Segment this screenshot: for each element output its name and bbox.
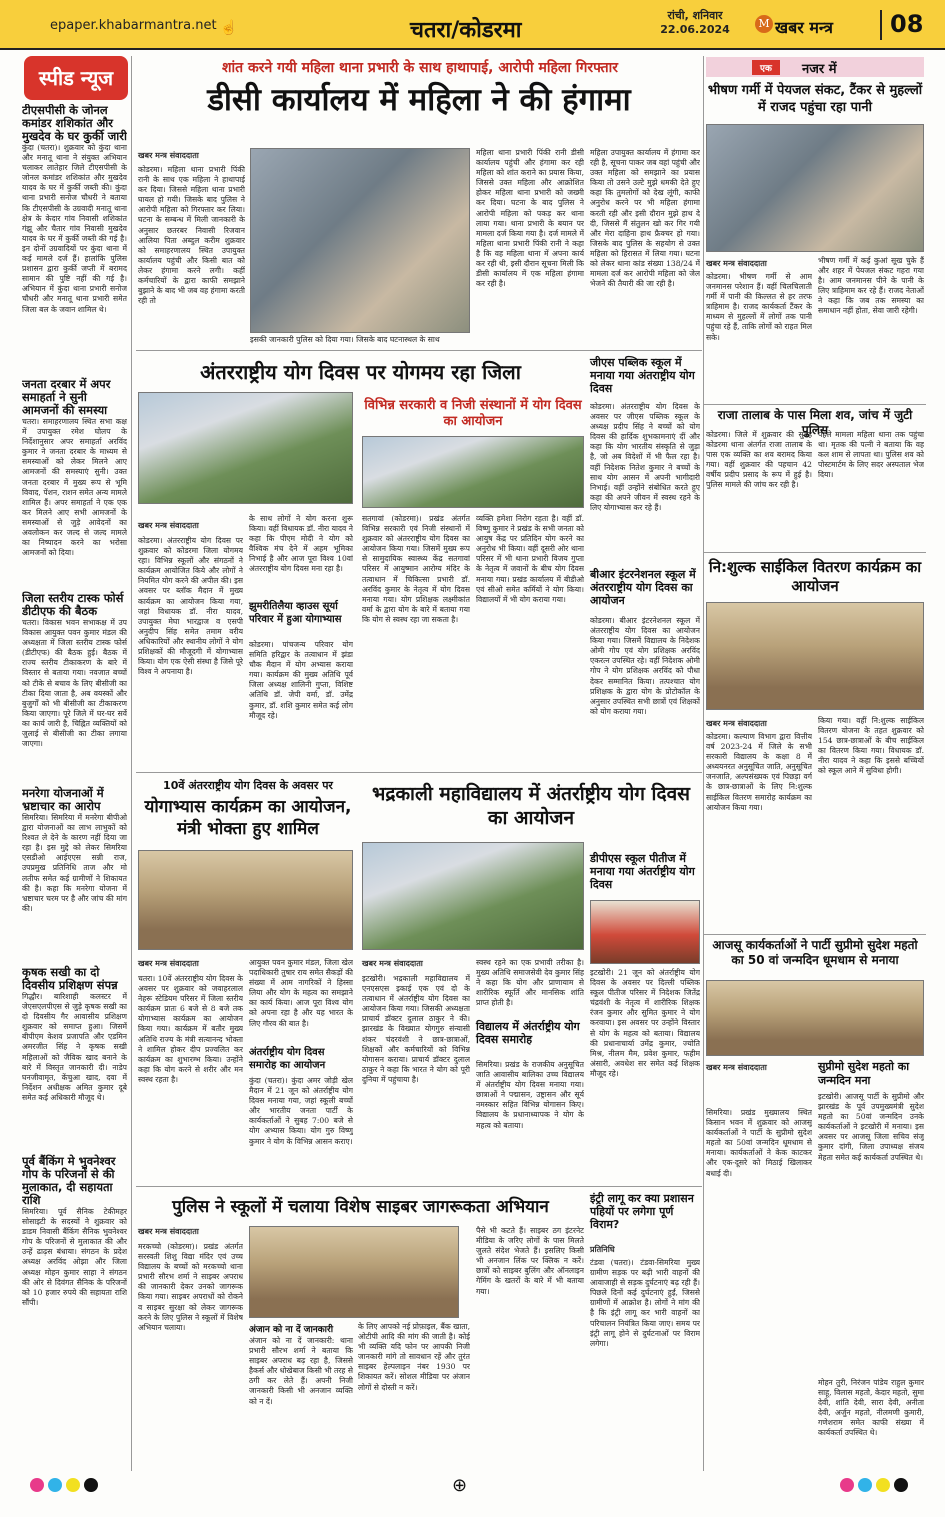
bhadrakali-byline: खबर मन्त्र संवाददाता: [362, 959, 423, 968]
ajsu-byline: खबर मन्त्र संवाददाता: [706, 1063, 767, 1072]
section-divider: [136, 772, 702, 773]
sudesh-body-2: मोहन तुरी, निरंजन पांडेय राहुल कुमार साहू, विलास महतो, केदार महतो, सुमा देवी, शांति देवी, सारा देवी, अनीता देवी, अर्जुन महतो, नीलमणी कुमारी, गणेशराम समेत काफी संख्या में कार्यकर्ता उपस्थित थे।: [818, 1378, 924, 1438]
cursor-icon: ☝: [220, 20, 238, 36]
minister-headline: योगाभ्यास कार्यक्रम का आयोजन, मंत्री भोक्ता हुए शामिल: [144, 797, 352, 839]
bhadrakali-body-3: सिमरिया। प्रखंड के राजकीय अनुसूचित जाति आवासीय बालिका उच्च विद्यालय में अंतर्राष्ट्रीय योग दिवस मनाया गया। छात्राओं ने पद्मासन, उष्ट्रासन और सूर्य नमस्कार सहित विभिन्न योगासन किए। विद्यालय के प्रधानाध्यापक ने योग के महत्व को बताया।: [476, 1060, 584, 1130]
bhadrakali-photo: [362, 842, 584, 950]
yoga-headline: अंतरराष्ट्रीय योग दिवस पर योगमय रहा जिला: [200, 360, 521, 384]
cycle-body-2: किया गया। वहीं नि:शुल्क साईकिल वितरण योजना के तहत शुक्रवार को 154 छात्र-छात्राओं के बीच साईकिल का वितरण किया गया। विधायक डॉ. नीरा यादव ने कहा कि इससे बच्चियों को स्कूल आने में सुविधा होगी।: [818, 716, 924, 776]
cyber-body-2: अंजान को ना दें जानकारी: थाना प्रभारी सौरभ शर्मा ने बताया कि साइबर अपराध बढ़ रहा है, जिससे हैकर्स और धोखेबाज किसी भी तरह से ठगी कर लेते हैं। अपनी निजी जानकारी किसी भी अनजान व्यक्ति को न दें।: [249, 1336, 353, 1406]
yoga-body-2: के साथ लोगों ने योग करना शुरू किया। वहीं विधायक डॉ. नीरा यादव ने कहा कि पीएम मोदी ने योग को वैश्विक मंच देने में अहम भूमिका निभाई है और आज पूरा विश्व 10वां अंतरराष्ट्रीय योग दिवस मना रहा है।: [249, 514, 353, 574]
cyber-byline: खबर मन्त्र संवाददाता: [138, 1227, 199, 1236]
dps-photo: [590, 900, 700, 964]
registration-dot: [876, 1478, 890, 1492]
left-headline-3: जिला स्तरीय टास्क फोर्स डीटीएफ की बैठक: [22, 591, 124, 618]
gs-school-headline: जीएस पब्लिक स्कूल में मनाया गया अंतराष्ट्रीय योग दिवस: [590, 356, 695, 395]
water-byline: खबर मन्त्र संवाददाता: [706, 259, 767, 268]
yoga-body-1: कोडरमा। अंतरराष्ट्रीय योग दिवस पर शुक्रवार को कोडरमा जिला योगमय रहा। विभिन्न स्कूलों और संगठनों ने कार्यक्रम आयोजित किये और लोगों ने नियमित योग करने की अपील की। इस अवसर पर ब्लॉक मैदान में मुख्य कार्यक्रम का आयोजन किया गया, जहां विधायक डॉ. नीरा यादव, उपायुक्त मेघा भारद्वाज व एसपी अनुदीप सिंह समेत तमाम वरीय अधिकारियों और स्थानीय लोगों ने योग प्रशिक्षकों की मौजूदगी में योगाभ्यास किया। योग एक ऐसी संस्था है जिसे पूरे विश्व ने अपनाया है।: [138, 536, 243, 677]
water-crisis-headline: भीषण गर्मी में पेयजल संकट, टैंकर से मुहल्लों में राजद पहुंचा रहा पानी: [707, 83, 923, 115]
cyber-photo: [249, 1226, 459, 1318]
brand-logo-icon: M: [755, 15, 773, 33]
brand-name: खबर मन्त्र: [775, 18, 833, 37]
column-divider: [703, 56, 704, 1471]
entry-byline: प्रतिनिधि: [590, 1245, 615, 1254]
ajsu-birthday-headline: आजसू कार्यकर्ताओं ने पार्टी सुप्रीमो सुदेश महतो का 50 वां जन्मदिन धूमधाम से मनाया: [712, 938, 918, 967]
section-divider: [704, 552, 926, 553]
bhadrakali-body-1: इटखोरी। भद्रकाली महाविद्यालय में एनएसएस इकाई एक एवं दो के तत्वाधान में अंतर्राष्ट्रीय योग दिवस का आयोजन किया गया। जिसकी अध्यक्षता प्राचार्य डॉक्टर दुलाल ठाकुर ने की। झारखंड के विख्यात योगगुरु संन्यासी शंकर चंदरवंशी ने छात्र-छात्राओं, शिक्षकों और कर्मचारियों को विभिन्न योगासन कराया। प्राचार्य डॉक्टर दुलाल ठाकुर ने कहा कि भारत ने योग को पूरी दुनिया में पहुंचाया है।: [362, 974, 470, 1084]
left-headline-2: जनता दरबार में अपर समाहर्ता ने सुनी आमजनों की समस्या: [22, 377, 111, 417]
bhadrakali-headline: भद्रकाली महाविद्यालय में अंतर्राष्ट्रीय योग दिवस का आयोजन: [372, 783, 690, 829]
section-divider: [704, 934, 926, 935]
ajsu-body: सिमरिया। प्रखंड मुख्यालय स्थित किसान भवन में शुक्रवार को आजसू कार्यकर्ताओं ने पार्टी के सुप्रीमो सुदेश महतो का 50वां जन्मदिन धूमधाम से मनाया। कार्यकर्ताओं ने केक काटकर और एक-दूसरे को मिठाई खिलाकर बधाई दी।: [706, 1108, 812, 1178]
school-yoga-headline: विद्यालय में अंतर्राष्ट्रीय योग दिवस समारोह: [476, 1020, 580, 1046]
left-story-3: चतरा। विकास भवन सभाकक्ष में उप विकास आयुक्त पवन कुमार मंडल की अध्यक्षता में जिला स्तरीय टास्क फोर्स (डीटीएफ) की बैठक हुई। बैठक में राज्य स्तरीय टीकाकरण के बारे में विस्तार से बताया गया। नवजात बच्चों को टीके से बचाव के लिए बीसीजी का टीका दिया जाता है, अब वयस्कों और बुजुर्गों को भी बीसीजी का टीकाकरण किया जाएगा। पूरे जिले में घर-घर सर्वे का कार्य जारी है, चिह्नित व्यक्तियों को जुलाई से बीसीजी का टीका लगाया जाएगा।: [22, 618, 127, 749]
main-body-2: महिला थाना प्रभारी पिंकी रानी डीसी कार्यालय पहुंची और हंगामा कर रही महिला को शांत कराने का प्रयास किया, जिससे उक्त महिला और आक्रोशित होकर महिला थाना प्रभारी को जख्मी कर दिया। घटना के बाद पुलिस ने आरोपी महिला को पकड़ कर थाना लाया गया। थाना प्रभारी के बयान पर मामला दर्ज किया गया है। दर्ज मामले में महिला थाना प्रभारी पिंकी रानी ने कहा है कि वह महिला थाना में अपना कार्य कर रही थी, इसी दौरान सूचना मिली कि डीसी कार्यालय में एक महिला हंगामा कर रही है।: [476, 148, 584, 289]
sudesh-body: इटखोरी। आजसू पार्टी के सुप्रीमो और झारखंड के पूर्व उपमुख्यमंत्री सुदेश महतो का 50वां जन्मदिन उनके कार्यकर्ताओं ने इटखोरी में मनाया। इस अवसर पर आजसू जिला सचिव संजू कुमार दांगी, जिला उपाध्यक्ष संजय मेहता समेत कई कार्यकर्ता उपस्थित थे।: [818, 1092, 924, 1162]
dps-headline: डीपीएस स्कूल पीतीज में मनाया गया अंतर्राष्ट्रीय योग दिवस: [590, 852, 695, 891]
cycle-distribution-headline: नि:शुल्क साईकिल वितरण कार्यक्रम का आयोजन: [708, 558, 922, 595]
water-tanker-photo: [706, 124, 924, 252]
minister-byline: खबर मन्त्र संवाददाता: [138, 959, 199, 968]
body-found-body-1: कोडरमा। जिले में शुक्रवार की सुबह कोडरमा थाना अंतर्गत राजा तालाब के पास एक व्यक्ति का शव बरामद किया गया। वहीं शुक्रवार की पहचान 42 वर्षीय प्रदीप प्रसाद के रूप में हुई है। पुलिस मामले की जांच कर रही है।: [706, 430, 812, 490]
city-day: रांची, शनिवार: [667, 9, 723, 22]
kunda-yoga-headline: अंतर्राष्ट्रीय योग दिवस समारोह का आयोजन: [249, 1047, 326, 1071]
yoga-photo-2: [362, 436, 584, 508]
minister-body-1: चतरा। 10वें अंतरराष्ट्रीय योग दिवस के अवसर पर शुक्रवार को जवाहरलाल नेहरू स्टेडियम परिसर में जिला स्तरीय कार्यक्रम प्रातः 6 बजे से 8 बजे तक योगाभ्यास कार्यक्रम का आयोजन किया गया। कार्यक्रम में बतौर मुख्य अतिथि राज्य के मंत्री सत्यानन्द भोक्ता ने शामिल होकर दीप प्रज्वलित कर कार्यक्रम का शुभारम्भ किया। उन्होंने कहा कि योग करने से शरीर और मन स्वस्थ रहता है।: [138, 974, 243, 1084]
gs-school-body: कोडरमा। अंतरराष्ट्रीय योग दिवस के अवसर पर जीएस पब्लिक स्कूल के अध्यक्ष प्रदीप सिंह ने बच्चों को योग दिवस की हार्दिक शुभकामनाएं दीं और कहा कि योग भारतीय संस्कृति से जुड़ा है, जो अब विदेशों में भी फैल रहा है। वहीं निदेशक नितेश कुमार ने बच्चों के साथ योग आसन में अपनी भागीदारी निभाई। वहीं उन्होंने संबोधित करते हुए कहा की अपने जीवन में स्वस्थ रहने के लिए योगाभ्यास कर रहे हैं।: [590, 402, 700, 512]
cyber-body-4: पैसे भी कटते हैं। साइबर ठग इंटरनेट मीडिया के जरिए लोगों के पास मिलते जुलते संदेश भेजते हैं। इसलिए किसी भी अनजान लिंक पर क्लिक न करें। छात्रों को साइबर बुलिंग और ऑनलाइन गेमिंग के खतरों के बारे में भी बताया गया।: [476, 1226, 584, 1296]
main-headline: डीसी कार्यालय में महिला ने की हंगामा: [207, 82, 631, 118]
left-story-2: चतरा। समाहरणालय स्थित सभा कक्ष में उपायुक्त रमेश घोलप के निर्देशानुसार अपर समाहर्ता अरविंद कुमार ने जनता दरबार के माध्यम से समस्याओं को लेकर मिलने आए आमजनों की समस्याएं सुनी। उक्त जनता दरबार में मुख्य रूप से भूमि विवाद, पेंशन, राशन समेत अन्य मामले शामिल हैं। अपर समाहर्ता ने एक एक कर मिलने आए सभी आमजनों के समस्याओं से जुड़े आवेदनों का अवलोकन कर जल्द से जल्द मामले का निष्पादन करने का भरोसा आमजनों को दिया।: [22, 417, 127, 558]
main-body-3: महिला उपायुक्त कार्यालय में हंगामा कर रही है, सूचना पाकर जब वहां पहुंची और उक्त महिला को समझाने का प्रयास किया तो उसने उल्टे मुझे धमकी देते हुए कहा कि तुमलोगों को देख लूंगी, काफी अनुरोध करने पर भी महिला हंगामा करती रही और इसी दौरान मुझे हाथ दे दी, जिससे मैं संतुलन खो कर गिर गयी और मेरा दाहिना हाथ फ्रैक्चर हो गया। जिसके बाद पुलिस के सहयोग से उक्त महिला को हिरासत में लिया गया। घटना को लेकर थाना कांड संख्या 138/24 में मामला दर्ज कर आरोपी महिला को जेल भेजने की तैयारी की जा रही है।: [590, 148, 700, 289]
main-kicker: शांत करने गयी महिला थाना प्रभारी के साथ हाथापाई, आरोपी महिला गिरफ्तार: [221, 60, 618, 76]
yoga-byline: खबर मन्त्र संवाददाता: [138, 521, 199, 530]
registration-dot: [84, 1478, 98, 1492]
minister-body-3: कुंदा (चतरा)। कुंदा अमर जोड़ी खेल मैदान में 21 जून को अंतर्राष्ट्रीय योग दिवस मनाया गया, जहां स्कूली बच्चों और भारतीय जनता पार्टी के कार्यकर्ताओं ने सुबह 7:00 बजे से योग अभ्यास किया। योग गुरु विष्णु कुमार ने योग के विभिन्न आसन कराए।: [249, 1076, 353, 1146]
left-story-6: सिमरिया। पूर्व सैनिक टेकीमहर सोसाइटी के सदस्यों ने शुक्रवार को डाडम निवासी बैंकिंग सैनिक भुवनेश्वर गोप के परिजनों से मुलाकात की और उन्हें ढाढ़स बंधाया। संगठन के प्रदेश अध्यक्ष अरविंद ओझा और जिला अध्यक्ष मोहन कुमार साहा ने संगठन की ओर से दिवंगत सैनिक के परिजनों को 10 हजार रुपये की सहायता राशि सौंपी।: [22, 1207, 127, 1307]
yoga-subheadline-2: झुमरीतिलैया व्हाउस सूर्या परिवार में हुआ योगाभ्यास: [249, 601, 342, 625]
left-headline-5: कृषक सखी का दो दिवसीय प्रशिक्षण संपन्न: [22, 965, 118, 992]
left-headline-1: टीएसपीसी के जोनल कमांडर शशिकांत और मुखदेव के घर कुर्की जारी: [22, 104, 127, 143]
registration-dot: [840, 1478, 854, 1492]
page-number: 08: [890, 10, 924, 38]
yoga-body-4: सतगावां (कोडरमा)। प्रखंड अंतर्गत विभिन्न सरकारी एवं निजी संस्थानों में शुक्रवार को अंतरराष्ट्रीय योग दिवस का आयोजन किया गया। जिसमें मुख्य रूप से सामुदायिक स्वास्थ्य केंद्र सतगावां परिसर में आयुष्मान आरोग्य मंदिर के तत्वाधान में चिकित्सा प्रभारी डॉ. अरविंद कुमार के नेतृत्व में योग दिवस मनाया गया। योग प्रशिक्षक लक्ष्मीकांत वर्मा के द्वारा योग के बारे में बताया गया कि योग से स्वस्थ रहा जा सकता है।: [362, 514, 470, 624]
date-block: [640, 8, 750, 36]
water-body-2: भीषण गर्मी में कई कुआं सूख चुके हैं और शहर में पेयजल संकट गहरा गया है। आम जनमानस पीने के पानी के लिए त्राहिमाम कर रहे हैं। राजद नेताओं ने कहा कि जब तक समस्या का समाधान नहीं होता, सेवा जारी रहेगी।: [818, 256, 924, 316]
yoga-subheadline: विभिन्न सरकारी व निजी संस्थानों में योग दिवस का आयोजन: [364, 398, 582, 429]
yoga-body-5: व्यक्ति हमेशा निरोग रहता है। वहीं डॉ. विष्णु कुमार ने प्रखंड के सभी जनता को आयुष केंद्र पर प्रतिदिन योग करने का अनुरोध भी किया। वहीं दूसरी ओर थाना परिसर में भी थाना प्रभारी विजय गुप्ता के नेतृत्व में जवानों के बीच योग दिवस मनाया गया। प्रखंड कार्यालय में बीडीओ एवं सीओ समेत कर्मियों ने योग किया। विद्यालयों में भी योग कराया गया।: [476, 514, 584, 604]
epaper-url[interactable]: epaper.khabarmantra.net: [50, 18, 217, 33]
cyber-body-1: मरकच्चो (कोडरमा)। प्रखंड अंतर्गत सरस्वती शिशु विद्या मंदिर एवं उच्च विद्यालय के बच्चों को मरकच्चो थाना प्रभारी सौरभ शर्मा ने साइबर अपराध की जानकारी देकर उनको जागरूक किया गया। साइबर अपराधों को रोकने व साइबर सुरक्षा को लेकर जागरूक करने के लिए पुलिस ने स्कूलों में विशेष अभियान चलाया।: [138, 1242, 243, 1332]
left-story-1: कुंदा (चतरा)। शुक्रवार को कुंदा थाना और मनातू थाना ने संयुक्त अभियान चलाकर लातेहार जिले टीएसपीसी के जोनल कमांडर शशिकांत और मुखदेव यादव के घर में कुर्की जब्ती की। कुंदा थाना प्रभारी सनोज चौधरी ने बताया कि टीएसपीसी के उग्रवादी मनातू थाना क्षेत्र के केदार गांव निवासी शशिकांत गंझू और चैतार गांव निवासी मुखदेव यादव के घर में कुर्की जब्ती की गई है। इन दोनों उग्रवादियों पर कुंदा थाना में कई मामले दर्ज हैं। हालांकि पुलिस प्रशासन द्वारा कुर्की जप्ती में बरामद सामान की पुष्टि नहीं की गई है। अभियान में कुंदा थाना प्रभारी सनोज चौधरी और मनातू थाना प्रभारी समेत जिला बल के जवान शामिल थे।: [22, 143, 127, 314]
registration-dot: [894, 1478, 908, 1492]
minister-kicker: 10वें अंतरराष्ट्रीय योग दिवस के अवसर पर: [163, 779, 333, 792]
yoga-body-3: कोडरमा। पांचजन्य परिवार योग समिति हरिद्वार के तत्वाधान में झंडा चौक मैदान में योग अभ्यास कराया गया। कार्यक्रम की मुख्य अतिथि पूर्व जिला अध्यक्ष शालिनी गुप्ता, विशिष्ट अतिथि डॉ. जेपी वर्मा, डॉ. उमेंद्र कुमार, डॉ. शशि कुमार समेत कई लोग मौजूद रहे।: [249, 640, 353, 720]
date: 22.06.2024: [660, 23, 730, 36]
left-story-5: गिद्धौर। बारिशाही कलस्टर में जेएसएलपीएस से जुड़े कृषक सखी का दो दिवसीय गैर आवासीय प्रशिक्षण शुक्रवार को समाप्त हुआ। जिसमें बीपीएम केशव प्रजापति और एडमिन अमरजीत सिंह ने कृषक सखी महिलाओं को जैविक खाद बनाने के बारे में विस्तृत जानकारी दी। नाडेप घनजीवामृत, केंचुआ खाद, दवा में निर्देशन अधीक्षक अमित कुमार दूबे समेत कई अधिकारी मौजूद थे।: [22, 992, 127, 1102]
br-school-headline: बीआर इंटरनेशनल स्कूल में अंतरराष्ट्रीय योग दिवस का आयोजन: [590, 568, 696, 607]
registration-dot: [30, 1478, 44, 1492]
column-divider: [131, 56, 132, 1471]
main-photo-caption: इसकी जानकारी पुलिस को दिया गया। जिसके बाद घटनास्थल के साथ: [250, 335, 440, 344]
water-body-1: कोडरमा। भीषण गर्मी से आम जनमानस परेशान हैं। वहीं चिलचिलाती गर्मी में पानी की किल्लत से हर तरफ त्राहिमाम है। राजद कार्यकर्ता टैंकर के माध्यम से मुहल्लों में लोगों तक पानी पहुंचा रहे हैं, ताकि लोगों को राहत मिल सके।: [706, 272, 812, 342]
sudesh-birthday-headline: सुप्रीमो सुदेश महतो का जन्मदिन मना: [818, 1060, 910, 1087]
nazar-ek-badge: एक: [752, 60, 780, 75]
registration-dot: [48, 1478, 62, 1492]
left-story-4: सिमरिया। सिमरिया में मनरेगा बीपीओ द्वारा योजनाओं का लाभ लाभुकों को रिश्वत ले देने के कारण नहीं दिया जा रहा है। इस मुद्दे को लेकर सिमरिया एसडीओ आईएएस सन्नी राज, उपप्रमुख प्रतिनिधि ताज और मो लतीफ समेत कई ग्रामीणों ने शिकायत की है। कहा कि मनरेगा योजना में भ्रष्टाचार चरम पर है और जांच की मांग की।: [22, 813, 127, 913]
bhadrakali-body-2: स्वस्थ रहने का एक प्रभावी तरीका है। मुख्य अतिथि समाजसेवी देव कुमार सिंह ने कहा कि योग और प्राणायाम से शारीरिक स्फूर्ति और मानसिक शांति प्राप्त होती है।: [476, 958, 584, 1008]
section-divider: [136, 1186, 702, 1187]
dps-body: इटखोरी। 21 जून को अंतर्राष्ट्रीय योग दिवस के अवसर पर दिल्ली पब्लिक स्कूल पीतीज परिसर में निदेशक जितेंद्र चंद्रवंशी के नेतृत्व में शारीरिक शिक्षक रंजन कुमार और सुमित कुमार ने योग करवाया। इस अवसर पर उन्होंने विस्तार से योग के महत्व को बताया। विद्यालय की प्रधानाचार्या उमेंद्र कुमार, ज्योति मिश्र, नीलम मैम, प्रवेश कुमार, फहीम अंसारी, अवधेश सर समेत कई शिक्षक मौजूद रहे।: [590, 968, 700, 1078]
nazar-banner: [706, 57, 924, 77]
nazar-title: नजर में: [802, 62, 837, 77]
cyber-headline: पुलिस ने स्कूलों में चलाया विशेष साइबर जागरूकता अभियान: [172, 1197, 549, 1217]
left-headline-6: पूर्व बैंकिंग मे भुवनेश्वर गोप के परिजनों से की मुलाकात, दी सहायता राशि: [22, 1154, 116, 1207]
speed-news-logo: स्पीड न्यूज: [24, 56, 128, 100]
section-title: चतरा/कोडरमा: [410, 18, 522, 43]
masthead: [0, 0, 945, 50]
cycle-body-1: कोडरमा। कल्याण विभाग द्वारा वित्तीय वर्ष 2023-24 में जिले के सभी सरकारी विद्यालय के कक्षा 8 में अध्ययनरत अनुसूचित जाति, अनुसूचित जनजाति, अल्पसंख्यक एवं पिछड़ा वर्ग के छात्र-छात्राओं के लिए नि:शुल्क साईकिल वितरण समारोह कार्यक्रम का आयोजन किया गया।: [706, 732, 812, 812]
main-photo: [250, 148, 470, 333]
print-footer: [0, 1476, 945, 1517]
minister-body-2: आयुक्त पवन कुमार मंडल, जिला खेल पदाधिकारी तुषार राय समेत सैकड़ों की संख्या में आम नागरिकों ने हिस्सा लिया और योग के महत्व का समझाने का कार्य किया। आज पूरा विश्व योग को अपना रहा है और यह भारत के लिए गौरव की बात है।: [249, 958, 353, 1028]
cycle-byline: खबर मन्त्र संवाददाता: [706, 719, 767, 728]
left-column: [22, 104, 127, 1469]
registration-dot: [858, 1478, 872, 1492]
cyber-body-3: के लिए आपको नई प्रोफ़ाइल, बैंक खाता, ओटीपी आदि की मांग की जाती है। कोई भी व्यक्ति यदि फोन पर आपकी निजी जानकारी मांगे तो सावधान रहें और तुरंत साइबर हेल्पलाइन नंबर 1930 पर शिकायत करें। सोशल मीडिया पर अंजान लोगों से दोस्ती न करें।: [358, 1322, 470, 1392]
cycle-distribution-photo: [706, 602, 924, 710]
main-byline: खबर मन्त्र संवाददाता: [138, 151, 199, 160]
minister-photo: [138, 850, 353, 950]
cyber-subheadline: अंजान को ना दें जानकारी: [249, 1325, 334, 1335]
section-divider: [136, 350, 702, 351]
yoga-photo-1: [138, 392, 353, 504]
main-body-1: कोडरमा। महिला थाना प्रभारी पिंकी रानी के साथ एक महिला ने हाथापाई कर दिया। जिससे महिला थाना प्रभारी घायल हो गयी। जिसके बाद पुलिस ने आरोपी महिला को गिरफ्तार कर लिया। घटना के सम्बन्ध में मिली जानकारी के अनुसार छतरबर निवासी रिजवान आलिया पिता अब्दुल करीम शुक्रवार को समाहरणालय स्थित उपायुक्त कार्यालय पहुंची और किसी बात को लेकर हंगामा करने लगी। कहीं कर्मचारियों के द्वारा काफी समझाने बुझाने के बाद भी जब वह हंगामा करती रही तो: [138, 165, 245, 306]
body-found-headline: राजा तालाब के पास मिला शव, जांच में जुटी पुलिस: [717, 408, 913, 437]
registration-dot: [66, 1478, 80, 1492]
entry-headline: इंट्री लागू कर क्या प्रशासन पहियों पर लगेगा पूर्ण विराम?: [590, 1192, 694, 1231]
header-divider: [880, 10, 882, 40]
section-divider: [704, 404, 926, 405]
ajsu-photo: [706, 980, 924, 1056]
br-school-body: कोडरमा। बीआर इंटरनेशनल स्कूल में अंतरराष्ट्रीय योग दिवस का आयोजन किया गया। जिसमें विद्यालय के निदेशक ओमी गोप एवं योग प्रशिक्षक अरविंद एकरत्न उपस्थित रहे। वहीं निदेशक ओमी गोप ने योग प्रशिक्षक अरविंद को पौधा देकर सम्मानित किया। तत्पश्चात योग प्रशिक्षक के द्वारा योग के प्रोटोकॉल के अनुसार उपस्थित सभी छात्रों एवं शिक्षकों को योग कराया गया।: [590, 616, 700, 716]
crosshair-icon: ⊕: [452, 1475, 468, 1496]
left-headline-4: मनरेगा योजनाओं में भ्रष्टाचार का आरोप: [22, 786, 104, 813]
entry-body: टंडवा (चतरा)। टंडवा-सिमरिया मुख्य ग्रामीण सड़क पर बढ़ी भारी वाहनों की आवाजाही से सड़क दुर्घटनाएं बढ़ रही हैं। पिछले दिनों कई दुर्घटनाएं हुईं, जिससे ग्रामीणों में आक्रोश है। लोगों ने मांग की है कि इंट्री लागू कर भारी वाहनों का परिचालन नियंत्रित किया जाए। समय पर इंट्री लागू होने से दुर्घटनाओं पर विराम लगेगा।: [590, 1258, 700, 1348]
body-found-body-2: पहले मामला महिला थाना तक पहुंचा था। मृतक की पत्नी ने बताया कि वह कल शाम से लापता था। पुलिस शव को पोस्टमार्टम के लिए सदर अस्पताल भेज दिया।: [818, 430, 924, 480]
